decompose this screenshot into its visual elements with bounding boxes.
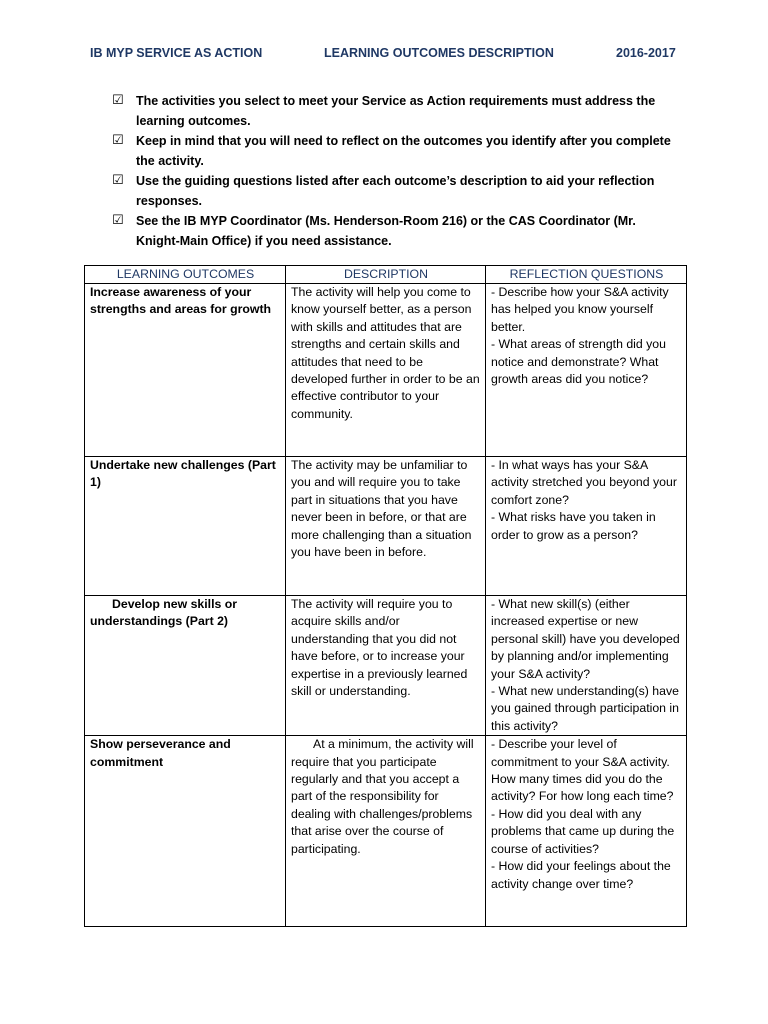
description-cell: The activity may be unfamiliar to you and will require you to take part in situations that you have never been in before, or that are more challenging than a situation you have been in before.	[286, 457, 486, 596]
header-school-year: 2016-2017	[616, 46, 676, 60]
column-header-reflection-questions: REFLECTION QUESTIONS	[486, 266, 687, 284]
outcome-cell	[85, 596, 286, 736]
instruction-item	[112, 211, 672, 251]
checked-box-icon: ☑	[112, 173, 124, 188]
header-document-title: LEARNING OUTCOMES DESCRIPTION	[324, 46, 554, 60]
reflection-question: - What areas of strength did you notice and demonstrate? What growth areas did you notice?	[491, 337, 666, 387]
outcome-text: Develop new skills or understandings (Part 2)	[90, 597, 238, 629]
outcome-cell: Show perseverance and commitment	[85, 736, 286, 927]
column-header-description: DESCRIPTION	[286, 266, 486, 284]
instruction-item	[112, 91, 672, 131]
questions-cell	[486, 596, 687, 736]
reflection-question: - How did your feelings about the activity change over time?	[491, 859, 671, 891]
description-cell: The activity will help you come to know yourself better, as a person with skills and attitudes that are strengths and certain skills and attitudes that need to be developed further in order to be an effective contributor to your community.	[286, 284, 486, 457]
reflection-question: - In what ways has your S&A activity stretched you beyond your comfort zone?	[491, 458, 677, 507]
table-row	[85, 736, 687, 927]
reflection-question: - How did you deal with any problems that came up during the course of activities?	[491, 806, 675, 856]
table-row	[85, 284, 687, 457]
learning-outcomes-table	[84, 265, 687, 927]
reflection-question: - What new understanding(s) have you gained through participation in this activity?	[491, 684, 680, 733]
table-header-row	[85, 266, 687, 284]
table-row	[85, 596, 687, 736]
reflection-question: - What risks have you taken in order to grow as a person?	[491, 510, 656, 542]
checked-box-icon: ☑	[112, 133, 124, 148]
page-header	[0, 46, 768, 64]
instruction-text: Keep in mind that you will need to reflect on the outcomes you identify after you complete the activity.	[136, 134, 671, 168]
reflection-question: - Describe your level of commitment to your S&A activity. How many times did you do the activity? For how long each time?	[491, 737, 674, 804]
outcome-cell: Increase awareness of your strengths and areas for growth	[85, 284, 286, 457]
instruction-text: The activities you select to meet your Service as Action requirements must address the learning outcomes.	[136, 94, 656, 128]
instructions-list	[112, 91, 672, 251]
questions-cell	[486, 457, 687, 596]
questions-cell	[486, 736, 687, 927]
description-text: At a minimum, the activity will require that you participate regularly and that you accept a part of the responsibility for dealing with challenges/problems that arise over the course of participating.	[291, 737, 474, 856]
instruction-text: Use the guiding questions listed after each outcome’s description to aid your reflection responses.	[136, 174, 655, 208]
instruction-item	[112, 171, 672, 211]
description-cell	[286, 736, 486, 927]
header-program-title: IB MYP SERVICE AS ACTION	[90, 46, 263, 60]
reflection-question: - What new skill(s) (either increased expertise or new personal skill) have you developed by planning and/or implementing your S&A activity?	[491, 597, 680, 681]
checked-box-icon: ☑	[112, 93, 124, 108]
table-row	[85, 457, 687, 596]
outcome-cell: Undertake new challenges (Part 1)	[85, 457, 286, 596]
column-header-learning-outcomes: LEARNING OUTCOMES	[85, 266, 286, 284]
reflection-question: - Describe how your S&A activity has helped you know yourself better.	[491, 285, 669, 334]
checked-box-icon: ☑	[112, 213, 124, 228]
instruction-text: See the IB MYP Coordinator (Ms. Henderson-Room 216) or the CAS Coordinator (Mr. Knight-Main Office) if you need assistance.	[136, 214, 636, 248]
instruction-item	[112, 131, 672, 171]
questions-cell	[486, 284, 687, 457]
description-cell: The activity will require you to acquire skills and/or understanding that you did not have before, or to increase your expertise in a previously learned skill or understanding.	[286, 596, 486, 736]
